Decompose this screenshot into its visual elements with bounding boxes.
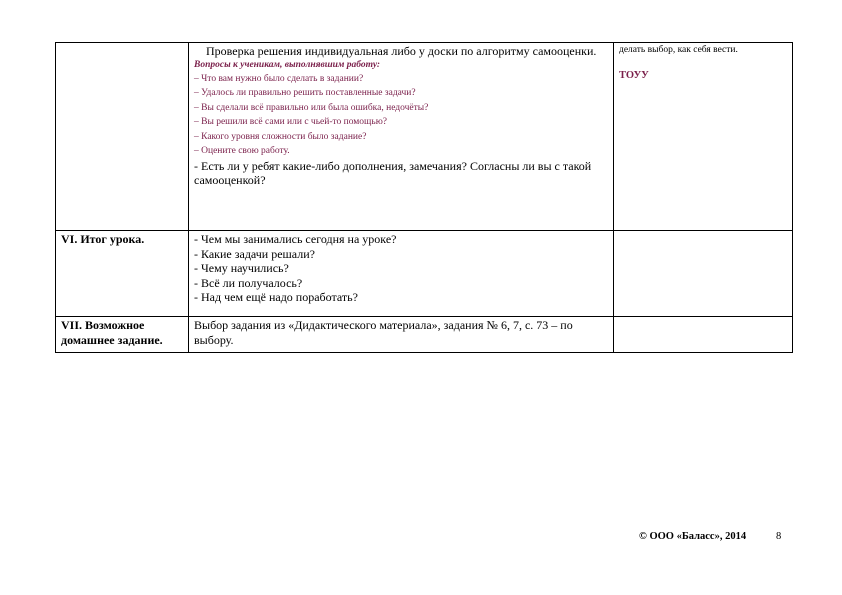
list-item: - Чем мы занимались сегодня на уроке?	[194, 232, 397, 246]
list-item: – Удалось ли правильно решить поставленные задачи?	[194, 88, 416, 98]
self-assessment-intro: Проверка решения индивидуальная либо у доски по алгоритму самооценки.	[206, 44, 597, 58]
closing-question: - Есть ли у ребят какие-либо дополнения, замечания? Согласны ли вы с такой самооценкой?	[194, 158, 592, 187]
stage-title: VII. Возможное домашнее задание.	[61, 318, 163, 347]
table-row	[56, 43, 793, 231]
list-item: – Что вам нужно было сделать в задании?	[194, 73, 364, 84]
copyright-footer: © ООО «Баласс», 2014	[639, 531, 747, 542]
stage-cell	[56, 231, 189, 317]
questions-heading: Вопросы к ученикам, выполнявшим работу:	[194, 59, 381, 70]
content-cell	[189, 317, 614, 353]
list-item: - Чему научились?	[194, 261, 289, 275]
list-item: - Какие задачи решали?	[194, 246, 315, 261]
list-item: – Вы решили всё сами или с чьей-то помощью?	[194, 117, 388, 127]
notes-cell	[614, 231, 793, 317]
notes-cell	[614, 317, 793, 353]
list-item: - Всё ли получалось?	[194, 275, 303, 290]
list-item: – Какого уровня сложности было задание?	[194, 131, 367, 142]
lesson-plan-table	[55, 42, 793, 353]
notes-cell	[614, 43, 793, 231]
notes-text: делать выбор, как себя вести.	[619, 45, 738, 55]
table-row	[56, 231, 793, 317]
competency-tag: ТОУУ	[619, 70, 649, 81]
list-item: – Оцените свою работу.	[194, 146, 290, 156]
homework-text: Выбор задания из «Дидактического материала», задания № 6, 7, с. 73 – по выбору.	[194, 318, 573, 347]
page-number: 8	[776, 531, 782, 542]
table-row	[56, 317, 793, 353]
list-item: - Над чем ещё надо поработать?	[194, 290, 358, 304]
content-cell	[189, 231, 614, 317]
stage-cell	[56, 43, 189, 231]
list-item: – Вы сделали всё правильно или была ошибка, недочёты?	[194, 102, 429, 113]
stage-cell	[56, 317, 189, 353]
questions-list	[194, 72, 609, 159]
stage-title: VI. Итог урока.	[61, 232, 145, 246]
content-cell	[189, 43, 614, 231]
